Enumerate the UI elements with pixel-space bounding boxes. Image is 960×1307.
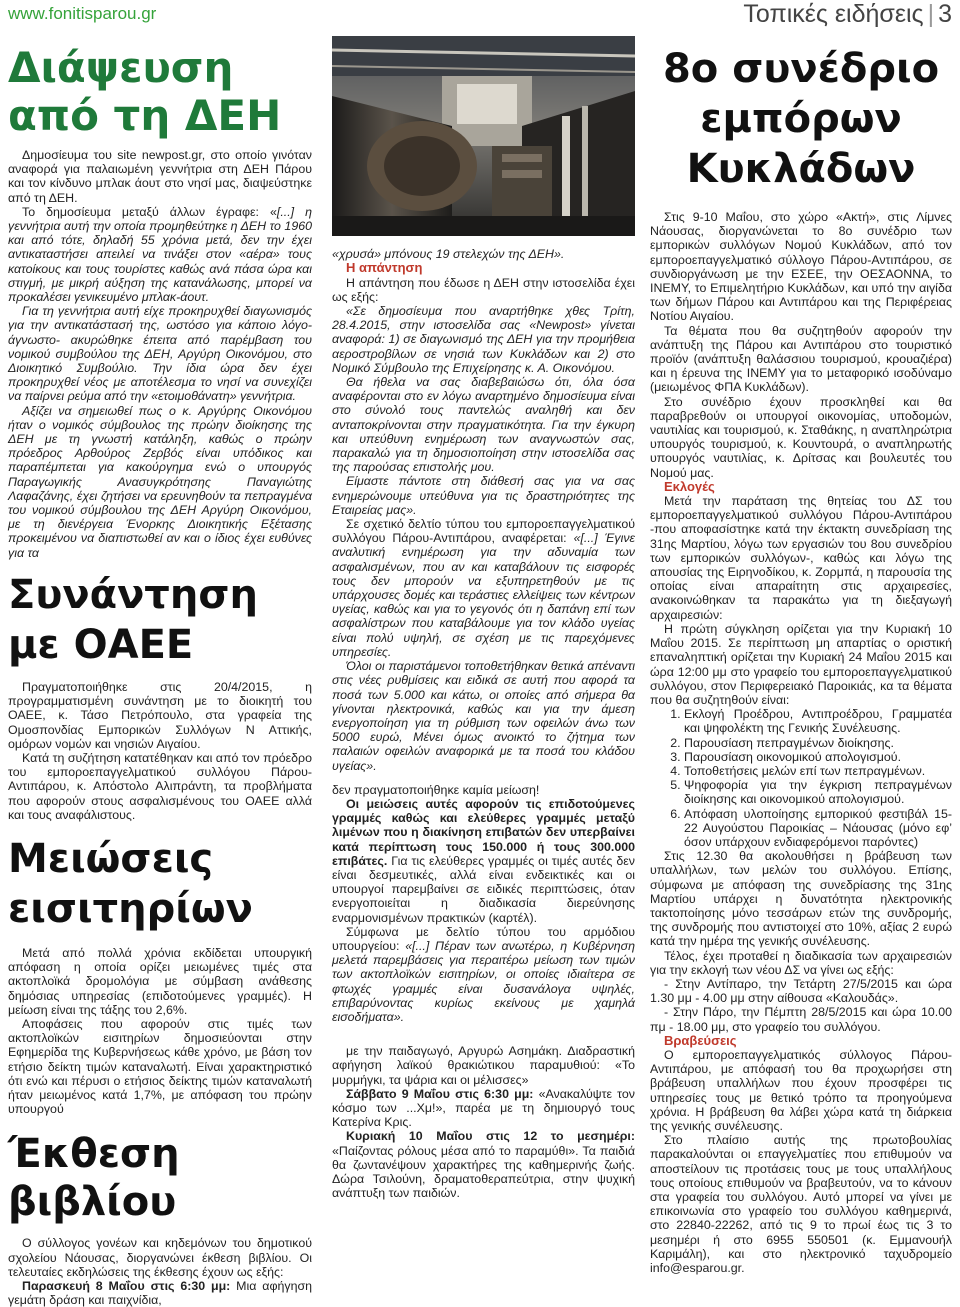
spacer [332,773,635,783]
paragraph: Πραγματοποιήθηκε στις 20/4/2015, η προγραμματισμένη συνάντηση με το διοικητή του ΟΑΕΕ, κ. Τάσο Πετρόπουλο, στα γραφεία της Ομοσπονδίας Εμπορικών Συλλόγων Ν Αττικής, ομόρων νομών και νησιών Αιγαίου. [8,679,312,751]
column-right [650,36,952,1276]
page-number: 3 [938,0,952,28]
agenda-item: 3. Παρουσίαση οικονομικού απολογισμού. [684,750,952,764]
paragraph [332,1129,635,1200]
paragraph: με την παιδαγωγό, Αργυρώ Ασημάκη. Διαδραστική αφήγηση λαϊκού θρακιώτικου παραμυθιού: «Το μυρμήγκι, τα ψάρια και οι μέλισσες» [332,1044,635,1087]
paragraph: Κατά τη συζήτηση κατατέθηκαν και από τον πρόεδρο του εμποροεπαγγελματικού συλλόγου Πάρου-Αντιπάρου, κ. Απόστολο Αλιπράντη, τα προβλήματα που αφορούν στους ασφαλισμένους του ΟΑΕΕ αλλά και τους αναφάλιστους. [8,750,312,822]
text: Μια αφήγηση γεμάτη δράση και παιχνίδια, [8,1278,312,1307]
quote: [...] η γεννήτρια αυτή την οποία προμηθεύτηκε η ΔΕΗ το 1960 και από τότε, δηλαδή 55 χρόνια μετά, δεν την έχει αντικαταστήσει απειλεί να τινάξει στον «αέρα» τους κατοίκους και τους τουρίστες καθώς ανά πάσα ώρα και στιγμή, με μικρή αύξηση της κατανάλωσης, μπορεί να προκαλέσει γενικευμένο μπλακ-άουτ. [8,204,312,305]
agenda-item: 2. Παρουσίαση πεπραγμένων διοίκησης. [684,736,952,750]
paragraph: Στις 9-10 Μαΐου, στο χώρο «Ακτή», στις Λίμνες Νάουσας, διοργανώνεται το 8ο συνέδριο των εμπορικών συλλόγων Νομού Κυκλάδων, από τον εμποροεπαγγελματικό σύλλογο Πάρου-Αντιπάρου, σε συνδιοργάνωση με την ΕΣΕΕ, την ΟΕΣΑΟΝΝΑ, το ΙΝΕΜΥ, το Επιμελητήριο Κυκλάδων, και υπό την αιγίδα των δήμων Πάρου και Αντιπάρου και της Περιφέρειας Νοτίου Αιγαίου. [650,210,952,324]
agenda-item: 6. Απόφαση υλοποίησης εμπορικού φεστιβάλ 15-22 Αυγούστου Παροικίας – Νάουσας (μόνο εφ’ όσον υπάρχουν ενδιαφερόμενοι παρόντες) [684,807,952,850]
text: Το δημοσίευμα μεταξύ άλλων έγραφε: « [22,204,277,219]
paragraph: Μετά την παράταση της θητείας του ΔΣ του εμποροεπαγγελματικού συλλόγου Πάρου-Αντιπάρου -που αποφασίστηκε κατά την έκτακτη συνεδρίαση της 31ης Μαρτίου, λόγω των εργασιών του 8ου συνεδρίου των εμπορικών συλλόγων-, καθώς και λόγω της απουσίας της Ειρηνοδίκου, κ. Ζορμπά, η παρουσία της οποίας είναι απαραίτητη στις αρχαιρεσίες, ανακοινώθηκαν τα παρακάτω για τη διεξαγωγή αρχαιρεσιών: [650,494,952,622]
text: Σύμφωνα με δελτίο τύπου του αρμόδιου υπουργείου: [332,924,635,953]
divider: | [927,0,935,28]
paragraph: - Στην Πάρο, την Πέμπτη 28/5/2015 και ώρα 10.00 πμ - 18.00 μμ, στο γραφείο του συλλόγου. [650,1005,952,1034]
paragraph: Για τη γεννήτρια αυτή είχε προκηρυχθεί διαγωνισμός για την αντικατάστασή της, ωστόσο για κάποιο λόγο-άγνωστο- ακυρώθηκε έπειτα από παρέμβαση του νομικού συμβούλου της ΔΕΗ, Αργύρη Οικονόμου, στο Διοικητικό Συμβούλιο. Την ίδια ώρα δεν έχει προκηρυχθεί νέος με αποτέλεσμα το νησί να συνεχίζει να παίρνει ρεύμα από την «ετοιμοθάνατη» γεννήτρια. [8,304,312,404]
subheading-awards: Βραβεύσεις [664,1032,737,1048]
paragraph [332,517,635,659]
article-title-book-fair: Έκθεση βιβλίου [8,1131,180,1226]
site-url[interactable]: www.fonitisparou.gr [8,4,157,23]
agenda-item: 5. Ψηφοφορία για την έγκριση πεπραγμένων διοίκησης και οικονομικού απολογισμού. [684,778,952,806]
paragraph: Όλοι οι παριστάμενοι τοποθετήθηκαν θετικά απέναντι στις νέες ρυθμίσεις και ειδικά σε αυτή που αφορά τα ποσά των 5.000 και κάτω, οι οποίες από σήμερα θα γίνονται ηλεκτρονικά, καθώς και για την άμεση ενεργοποίηση για τη ρύθμιση των οφειλών άνω των 5000 ευρώ, Μένει όμως ανοικτό το ζήτημα των παλαιών οφειλών αναφορικά με τα ποσά του κλάδου υγείας». [332,659,635,773]
text: Για τις ελεύθερες γραμμές οι τιμές αυτές δεν είναι δεσμευτικές, αλλά είναι ενδεικτικές και οι υπουργοί παρεμβαίνει σε ειδικές περιπτώσεις, όταν ενεργοποιείται η διαδικασία διερεύνησης εναρμονισμένων πρακτικών (καρτέλ). [332,853,635,925]
paragraph: Αξίζει να σημειωθεί πως ο κ. Αργύρης Οικονόμου ήταν ο νομικός σύμβουλος της πρώην διοίκησης της ΔΕΗ με τη γνωστή κατάληξη, καθώς ο πρώην πρόεδρος Αρθούρος Ζερβός είναι υπόδικος και παραπέμπεται για κακούργημα ενώ ο υπουργός Παραγωγικής Ανασυγκρότησης Παναγιώτης Λαφαζάνης, έχει ζητήσει να ερευνηθούν τα πεπραγμένα του νομικού σύμβουλου της ΔΕΗ Αργύρη Οικονόμου, με τη διενέργεια Ένορκης Διοικητικής Εξέτασης προκειμένου να διαπιστωθεί αν και ο ίδιος έχει ευθύνες για τα [8,403,312,560]
event-date: Σάββατο 9 Μαΐου στις 6:30 μμ: [346,1086,534,1101]
subheading-elections: Εκλογές [664,478,715,494]
article-title-congress: 8ο συνέδριο εμπόρων Κυκλάδων [662,46,940,192]
text: «Παίζοντας ρόλους μέσα από το παραμύθι». Τα παιδιά θα ζωντανέψουν χαρακτήρες της καθημερινής ζωής. Δώρα Τσιλούνη, δραματοθεραπεύτρια, στην ψυχική ανάπτυξη των παιδιών. [332,1143,635,1201]
section-name: Τοπικές ειδήσεις [743,0,924,28]
paragraph: Είμαστε πάντοτε στη διάθεσή σας για να σας ενημερώνουμε υπεύθυνα για τις δραστηριότητες της Εταιρείας μας». [332,474,635,517]
event-date: Κυριακή 10 Μαΐου στις 12 το μεσημέρι: [346,1129,635,1144]
paragraph [332,925,635,1024]
subheading-response: Η απάντηση [346,260,423,276]
paragraph [8,1279,312,1307]
paragraph: Ο εμποροεπαγγελματικός σύλλογος Πάρου-Αντιπάρου, με απόφασή του θα προχωρήσει στη βράβευση υπαλλήλων που έχουν προσφέρει τις υπηρεσίες τους με θετικό τρόπο τα προηγούμενα χρόνια. Η βράβευση θα λάβει χώρα κατά τη διάρκεια της γενικής συνέλευσης. [650,1047,952,1133]
quote: «[...] Πέραν των ανωτέρω, η Κυβέρνηση μελετά παρεμβάσεις για περαιτέρω μείωση των τιμών των ακτοπλοϊκών εισιτηρίων, οι οποίες ιδιαίτερα σε φτωχές γραμμές είναι δυσανάλογα υψηλές, επιβαρύνοντας κυρίως εκείνους με χαμηλά εισοδήματα». [332,938,636,1024]
paragraph: Τα θέματα που θα συζητηθούν αφορούν την ανάπτυξη της Πάρου και Αντιπάρου στο τουριστικό προϊόν (ανάπτυξη θαλάσσιου τουρισμού, κρουαζιέρα) και η έρευνα της ΙΝΕΜΥ για το μεταφορικό ισοδύναμο (μειωμένος ΦΠΑ Κυκλάδων). [650,323,952,395]
text: «Ανακαλύψτε τον κόσμο των ...Χμ!», παρέα με τη δημιουργό τους Κατερίνα Κρις. [332,1086,635,1130]
paragraph: «χρυσά» μπόνους 19 στελεχών της ΔΕΗ». [332,247,565,262]
paragraph: - Στην Αντίπαρο, την Τετάρτη 27/5/2015 και ώρα 1.30 μμ - 4.00 μμ στην αίθουσα «Καλουδάς». [650,976,952,1006]
paragraph: Στις 12.30 θα ακολουθήσει η βράβευση των υπαλλήλων, των μελών του συλλόγου. Επίσης, σύμφωνα με απόφαση της συνεδρίασης της 31ης Μαρτίου υπάρχει η δυνατότητα ηλεκτρονικής τακτοποίησης μόνο τεσσάρων ετών της συνδρομής, της συνδρομής που αντιστοιχεί στο 10%, αξίας 2 ευρώ κατά την ημέρα της γενικής συνέλευσης. [650,849,952,949]
article-title-dei: Διάψευση από τη ΔΕΗ [8,43,282,140]
paragraph: «Σε δημοσίευμα που αναρτήθηκε χθες Τρίτη, 28.4.2015, στην ιστοσελίδα σας «Newpost» γίνεται αναφορά: 1) σε διαγωνισμό της ΔΕΗ για την προμήθεια αεροστροβίλων σε νησιά των Κυκλάδων και 2) στο Νομικό Σύμβουλο της Επιχείρησης κ. Α. Οικονόμου. [332,304,635,375]
spacer [332,1024,635,1034]
agenda-item: 1. Εκλογή Προέδρου, Αντιπροέδρου, Γραμματέα και ψηφολέκτη της Γενικής Συνέλευσης. [684,707,952,735]
section-title [743,0,952,29]
page-header [0,0,960,36]
paragraph: Τέλος, έχει προταθεί η διαδικασία των αρχαιρεσιών για την εκλογή των νέου ΔΣ να γίνει ως εξής: [650,948,952,977]
paragraph [8,205,312,304]
power-plant-photo [332,36,635,236]
article-title-oaee: Συνάντηση με ΟΑΕΕ [8,571,258,668]
paragraph: Αποφάσεις που αφορούν στις τιμές των ακτοπλοϊκών εισιτηρίων δημοσιεύονται στην Εφημερίδα της Κυβερνήσεως κάθε χρόνο, με βάση τον ετήσιο δείκτη τιμών καταναλωτή. Είναι χαρακτηριστικό ότι ενώ και πέρυσι ο ετήσιος δείκτης τιμών καταναλωτή ήταν μειωμένος κατά 1,7%, με απόφαση του πρώην υπουργού [8,1016,312,1117]
paragraph: Μετά από πολλά χρόνια εκδίδεται υπουργική απόφαση η οποία ορίζει μειωμένες τιμές στα ακτοπλοϊκά δρομολόγια με σύμβαση ανάθεσης δημόσιας υπηρεσίας (επιδοτούμενες γραμμές). Η μείωση είναι της τάξης του 2,6%. [8,945,312,1017]
column-left [8,36,312,1307]
event-date: Παρασκευή 8 Μαΐου στις 6:30 μμ: [22,1278,231,1293]
paragraph: Η απάντηση που έδωσε η ΔΕΗ στην ιστοσελίδα έχει ως εξής: [332,275,635,304]
spacer [332,1034,635,1044]
paragraph [332,1087,635,1130]
paragraph: Στο πλαίσιο αυτής της πρωτοβουλίας παρακαλούνται οι επαγγελματίες που επιθυμούν να αποστείλουν τις προτάσεις τους με τους υπαλλήλους τους οποίους επιθυμούν να βραβευτούν, να το κάνουν στα γραφεία του συλλόγου. Αυτό μπορεί να γίνει με επικοινωνία στο γραφείο του συλλόγου καθημερινά, στο 22840-22262, από τις 9 το πρωί έως τις 3 το μεσημέρι ή στο 6955 550501 (κ. Εμμανουήλ Καριμάλη), και στο ηλεκτρονικό ταχυδρομείο info@esparou.gr. [650,1133,952,1276]
paragraph: Δημοσίευμα του site newpost.gr, στο οποίο γινόταν αναφορά για παλαιωμένη γεννήτρια στη ΔΕΗ Πάρου και τον κίνδυνο μπλακ άουτ στο νησί μας, διαψεύστηκε από τη ΔΕΗ. [8,148,312,205]
paragraph [332,797,635,925]
agenda-item: 4. Τοποθετήσεις μελών επί των πεπραγμένων. [684,764,952,778]
article-title-tickets: Μειώσεις εισιτηρίων [8,835,253,932]
bold-text: Οι μειώσεις αυτές αφορούν τις επιδοτούμενες γραμμές καθώς και ελεύθερες γραμμές μεταξύ λιμένων που η διακίνηση επιβατών δεν υπερβαίνει κατά περίπτωση τους 150.000 ή τους 300.000 επιβάτες. [332,796,635,868]
quote: «[...] Έγινε αναλυτική ενημέρωση για την αδυναμία των ασφαλισμένων, που αν και καταβάλουν τις εισφορές τους δεν μπορούν να εξυπηρετηθούν με τις υπάρχουσες δομές και τεράστιες ελλείψεις των κέντρων υγείας, καθώς και για το γεγονός ότι η δαπάνη επί των ασφαλίστρων που καταβάλουμε για τον κλάδο υγείας είναι πολύ υψηλή, σε σχέση με τις παρεχόμενες υπηρεσίες. [332,531,635,659]
paragraph: Στο συνέδριο έχουν προσκληθεί και θα παραβρεθούν οι υπουργοί οικονομίας, υποδομών, ναυτιλίας και τουρισμού, κ. Σταθάκης, η αναπληρώτρια υπουργός τουρισμού, κ. Κουντουρά, ο αναπληρωτής υπουργός ναυτιλίας, κ. Δρίτσας και βουλευτές του Νομού μας. [650,394,952,480]
paragraph: Ο σύλλογος γονέων και κηδεμόνων του δημοτικού σχολείου Νάουσας, διοργανώνει έκθεση βιβλίου. Οι τελευταίες εκδηλώσεις της έκθεσης έχουν ως εξής: [8,1236,312,1279]
text: Σε σχετικό δελτίο τύπου του εμποροεπαγγελματικού συλλόγου Πάρου-Αντιπάρου, αναφέρεται: [332,517,635,546]
paragraph: Η πρώτη σύγκληση ορίζεται για την Κυριακή 10 Μαΐου 2015. Σε περίπτωση μη απαρτίας ο οριστική επαναληπτική ορίζεται την Κυριακή 24 Μαΐου 2015 και ώρα 12:00 μμ στο γραφείο του εμποροεπαγγελματικού συλλόγου, στον Περιφερειακό Παροικιάς, κα τα θέματα που θα συζητηθούν είναι: [650,621,952,707]
column-middle [332,36,635,1206]
paragraph: Θα ήθελα να σας διαβεβαιώσω ότι, όλα όσα αναφέρονται στο εν λόγω αναρτημένο δημοσίευμα είναι στο σύνολό τους παντελώς αναληθή και δεν ανταποκρίνονται στην πραγματικότητα. Για την έγκυρη και υπεύθυνη ενημέρωση των αναγνωστών σας, παρακαλώ για τη δημοσιοποίηση στην ιστοσελίδα σας της παρούσας επιστολής μου. [332,375,635,475]
paragraph: δεν πραγματοποιήθηκε καμία μείωση! [332,782,540,797]
agenda-list [650,707,952,849]
